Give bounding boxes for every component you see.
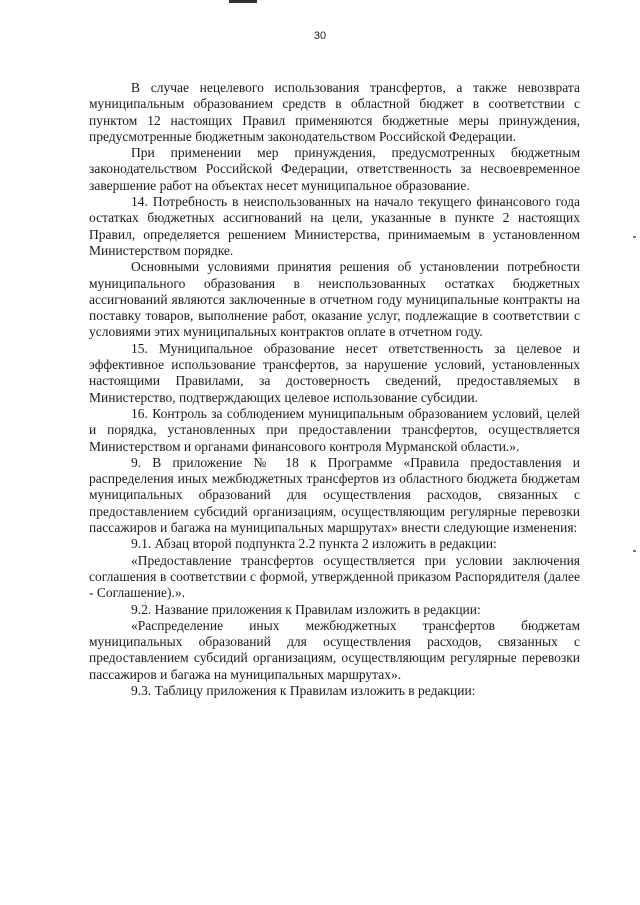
paragraph: 15. Муниципальное образование несет ответственность за целевое и эффективное использование трансфертов, за нарушение условий, установленных настоящими Правилами, за достоверность сведений, предоставляемых в Министерство, подтверждающих целевое использование субсидии. xyxy=(89,340,580,405)
paragraph: В случае нецелевого использования трансфертов, а также невозврата муниципальным образованием средств в областной бюджет в соответствии с пунктом 12 настоящих Правил применяются бюджетные меры принуждения, предусмотренные бюджетным законодательством Российской Федерации. xyxy=(89,80,580,144)
scan-mark xyxy=(229,0,257,3)
paragraph: 9.2. Название приложения к Правилам изложить в редакции: xyxy=(131,601,481,617)
paragraph: Основными условиями принятия решения об установлении потребности муниципального образования в неиспользованных остатках бюджетных ассигнований являются заключенные в отчетном году муниципальные контракты на поставку товаров, выполнение работ, оказание услуг, подлежащие в соответствии с условиями этих муниципальных контрактов оплате в отчетном году. xyxy=(89,259,580,340)
paragraph: «Предоставление трансфертов осуществляется при условии заключения соглашения в соответствии с формой, утвержденной приказом Распорядителя (далее - Соглашение).». xyxy=(89,552,580,601)
page-number: 30 xyxy=(313,30,327,42)
paragraph: «Распределение иных межбюджетных трансфертов бюджетам муниципальных образований для осуществления расходов, связанных с предоставлением субсидий организациям, осуществляющим регулярные перевозки пассажиров и багажа на муниципальных маршрутах». xyxy=(89,617,580,682)
paragraph: При применении мер принуждения, предусмотренных бюджетным законодательством Российской Федерации, ответственность за несвоевременное завершение работ на объектах несет муниципальное образование. xyxy=(89,145,580,193)
document-body xyxy=(89,80,580,699)
scan-mark xyxy=(633,236,636,238)
paragraph: 14. Потребность в неиспользованных на начало текущего финансового года остатках бюджетных ассигнований на цели, указанные в пункте 2 настоящих Правил, определяется решением Министерства, принимаемым в установленном Министерством порядке. xyxy=(89,194,580,258)
paragraph: 9. В приложение № 18 к Программе «Правила предоставления и распределения иных межбюджетных трансфертов из областного бюджета бюджетам муниципальных образований для осуществления расходов, связанных с предоставлением субсидий организациям, осуществляющим регулярные перевозки пассажиров и багажа на муниципальных маршрутах» внести следующие изменения: xyxy=(89,454,580,536)
paragraph: 16. Контроль за соблюдением муниципальным образованием условий, целей и порядка, установленных при предоставлении трансфертов, осуществляется Министерством и органами финансового контроля Мурманской области.». xyxy=(89,405,580,454)
paragraph: 9.1. Абзац второй подпункта 2.2 пункта 2 изложить в редакции: xyxy=(131,536,497,552)
scan-mark xyxy=(633,550,636,552)
paragraph: 9.3. Таблицу приложения к Правилам изложить в редакции: xyxy=(131,682,476,698)
